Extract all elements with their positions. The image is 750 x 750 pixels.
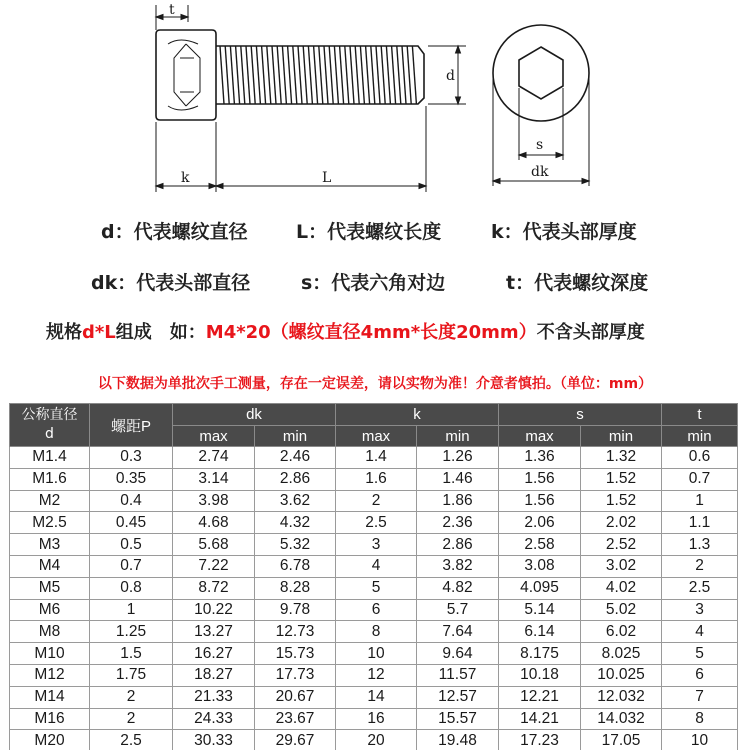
table-cell: 1.4 <box>336 447 417 469</box>
table-cell: M1.4 <box>10 447 90 469</box>
table-cell: 1.5 <box>90 643 173 665</box>
table-cell: M10 <box>10 643 90 665</box>
thread-line <box>319 46 323 104</box>
thread-line <box>345 46 349 104</box>
table-cell: M6 <box>10 599 90 621</box>
table-cell: 16 <box>336 708 417 730</box>
table-cell: 2.46 <box>255 447 336 469</box>
table-cell: 10.22 <box>173 599 255 621</box>
legend-d: d：代表螺纹直径 <box>101 221 248 243</box>
thread-line <box>288 46 292 104</box>
table-cell: 0.7 <box>90 555 173 577</box>
table-cell: 5 <box>336 577 417 599</box>
table-cell: 3.08 <box>499 555 581 577</box>
table-cell: 6.02 <box>581 621 662 643</box>
hex-socket <box>519 47 563 99</box>
table-cell: 7.64 <box>417 621 499 643</box>
table-cell: 10 <box>662 730 738 750</box>
spec-line <box>46 318 645 348</box>
table-cell: 6.14 <box>499 621 581 643</box>
thread-line <box>220 46 224 104</box>
table-cell: 30.33 <box>173 730 255 750</box>
table-cell: 2.5 <box>336 512 417 534</box>
table-cell: 12.57 <box>417 686 499 708</box>
thread-line <box>366 46 370 104</box>
table-cell: 11.57 <box>417 664 499 686</box>
table-cell: 1.52 <box>581 490 662 512</box>
table-cell: 3.62 <box>255 490 336 512</box>
table-cell: M4 <box>10 555 90 577</box>
dim-label-k: k <box>181 170 190 186</box>
table-row <box>10 555 738 577</box>
table-cell: 4.02 <box>581 577 662 599</box>
thread-line <box>371 46 375 104</box>
table-cell: 0.8 <box>90 577 173 599</box>
table-body <box>10 447 738 750</box>
table-cell: 3.98 <box>173 490 255 512</box>
thread-line <box>230 46 234 104</box>
header-t-min: min <box>662 426 738 447</box>
table-cell: 2 <box>90 686 173 708</box>
table-cell: 8.28 <box>255 577 336 599</box>
dim-label-L: L <box>322 170 332 186</box>
header-dk-max: max <box>173 426 255 447</box>
table-cell: 2.74 <box>173 447 255 469</box>
table-cell: 0.5 <box>90 534 173 556</box>
table-row <box>10 643 738 665</box>
table-cell: 5 <box>662 643 738 665</box>
table-cell: M8 <box>10 621 90 643</box>
table-cell: 10.025 <box>581 664 662 686</box>
header-size-line2: d <box>45 426 54 442</box>
table-row <box>10 664 738 686</box>
dim-label-d: d <box>446 68 455 84</box>
table-cell: 24.33 <box>173 708 255 730</box>
header-pitch: 螺距P <box>90 404 173 447</box>
screw-technical-drawing <box>0 0 750 205</box>
dim-label-s: s <box>536 137 544 153</box>
header-t: t <box>662 404 738 426</box>
table-cell: M14 <box>10 686 90 708</box>
table-row <box>10 599 738 621</box>
thread-line <box>246 46 250 104</box>
table-cell: 7.22 <box>173 555 255 577</box>
table-cell: 13.27 <box>173 621 255 643</box>
table-cell: 1 <box>90 599 173 621</box>
legend-k: k：代表头部厚度 <box>491 221 637 243</box>
table-cell: 5.7 <box>417 599 499 621</box>
thread-line <box>334 46 338 104</box>
table-cell: 1.26 <box>417 447 499 469</box>
table-cell: M16 <box>10 708 90 730</box>
table-cell: 18.27 <box>173 664 255 686</box>
legend-t: t：代表螺纹深度 <box>506 272 649 294</box>
table-cell: 1.56 <box>499 490 581 512</box>
table-cell: 2.52 <box>581 534 662 556</box>
table-row <box>10 730 738 750</box>
table-cell: 9.64 <box>417 643 499 665</box>
table-cell: 2.5 <box>662 577 738 599</box>
legend-row-2 <box>0 268 750 308</box>
table-cell: M20 <box>10 730 90 750</box>
header-k-min: min <box>417 426 499 447</box>
thread-line <box>251 46 255 104</box>
table-cell: 3.14 <box>173 468 255 490</box>
thread-line <box>412 46 416 104</box>
table-row <box>10 708 738 730</box>
table-cell: 23.67 <box>255 708 336 730</box>
legend-dk: dk：代表头部直径 <box>91 272 251 294</box>
thread-line <box>376 46 380 104</box>
table-cell: 4 <box>336 555 417 577</box>
table-cell: 3 <box>662 599 738 621</box>
table-cell: 2.86 <box>417 534 499 556</box>
table-row <box>10 468 738 490</box>
table-cell: 5.14 <box>499 599 581 621</box>
dim-label-t: t <box>169 2 175 18</box>
spec-formula: d*L <box>82 322 116 343</box>
table-cell: 1.6 <box>336 468 417 490</box>
table-cell: 4.32 <box>255 512 336 534</box>
thread-line <box>350 46 354 104</box>
table-cell: 29.67 <box>255 730 336 750</box>
thread-line <box>236 46 240 104</box>
table-cell: 5.32 <box>255 534 336 556</box>
table-cell: 12.032 <box>581 686 662 708</box>
thread-line <box>386 46 390 104</box>
thread-line <box>392 46 396 104</box>
thread-line <box>324 46 328 104</box>
table-cell: 2 <box>90 708 173 730</box>
thread-line <box>303 46 307 104</box>
table-cell: 1.56 <box>499 468 581 490</box>
table-cell: 3.82 <box>417 555 499 577</box>
head-end-view-circle <box>493 25 589 121</box>
table-row <box>10 534 738 556</box>
screw-head-outline <box>156 30 216 120</box>
thread-line <box>397 46 401 104</box>
table-cell: 4.82 <box>417 577 499 599</box>
thread-line <box>241 46 245 104</box>
thread-line <box>381 46 385 104</box>
table-cell: 3.02 <box>581 555 662 577</box>
header-s: s <box>499 404 662 426</box>
table-cell: 0.35 <box>90 468 173 490</box>
table-cell: 16.27 <box>173 643 255 665</box>
thread-line <box>314 46 318 104</box>
table-cell: 2.5 <box>90 730 173 750</box>
thread-line <box>355 46 359 104</box>
table-row <box>10 512 738 534</box>
table-cell: 3 <box>336 534 417 556</box>
table-cell: 1.32 <box>581 447 662 469</box>
legend-row-1 <box>0 217 750 257</box>
thread-line <box>256 46 260 104</box>
screw-threads <box>220 46 416 104</box>
table-cell: 5.68 <box>173 534 255 556</box>
table-cell: 7 <box>662 686 738 708</box>
header-s-max: max <box>499 426 581 447</box>
legend-L: L：代表螺纹长度 <box>296 221 442 243</box>
table-cell: 14.21 <box>499 708 581 730</box>
table-cell: 1.36 <box>499 447 581 469</box>
table-cell: 8.025 <box>581 643 662 665</box>
table-cell: 6.78 <box>255 555 336 577</box>
table-cell: 2 <box>662 555 738 577</box>
thread-line <box>267 46 271 104</box>
spec-middle: 组成 如： <box>115 322 206 343</box>
table-cell: 15.57 <box>417 708 499 730</box>
table-cell: 10 <box>336 643 417 665</box>
table-cell: M1.6 <box>10 468 90 490</box>
table-cell: 14 <box>336 686 417 708</box>
table-cell: M3 <box>10 534 90 556</box>
table-row <box>10 621 738 643</box>
header-nominal-diameter <box>10 404 90 447</box>
thread-line <box>293 46 297 104</box>
table-cell: 8.72 <box>173 577 255 599</box>
thread-line <box>407 46 411 104</box>
table-cell: 8 <box>336 621 417 643</box>
table-cell: 1.1 <box>662 512 738 534</box>
table-cell: M2.5 <box>10 512 90 534</box>
table-cell: 12.21 <box>499 686 581 708</box>
thread-line <box>329 46 333 104</box>
measurement-notice: 以下数据为单批次手工测量，存在一定误差，请以实物为准！介意者慎拍。（单位：mm） <box>97 376 653 392</box>
table-cell: 4.095 <box>499 577 581 599</box>
table-cell: 10.18 <box>499 664 581 686</box>
table-cell: 14.032 <box>581 708 662 730</box>
table-cell: M12 <box>10 664 90 686</box>
table-cell: M2 <box>10 490 90 512</box>
table-cell: 4.68 <box>173 512 255 534</box>
table-cell: 1 <box>662 490 738 512</box>
table-cell: 17.23 <box>499 730 581 750</box>
table-cell: 2.58 <box>499 534 581 556</box>
table-cell: 20.67 <box>255 686 336 708</box>
table-cell: 0.6 <box>662 447 738 469</box>
thread-line <box>340 46 344 104</box>
table-cell: 0.3 <box>90 447 173 469</box>
spec-prefix: 规格 <box>46 322 82 343</box>
table-cell: 0.4 <box>90 490 173 512</box>
table-cell: 2 <box>336 490 417 512</box>
dim-label-dk: dk <box>531 164 549 180</box>
thread-line <box>298 46 302 104</box>
thread-line <box>360 46 364 104</box>
header-s-min: min <box>581 426 662 447</box>
table-cell: 8.175 <box>499 643 581 665</box>
table-cell: 2.86 <box>255 468 336 490</box>
table-row <box>10 447 738 469</box>
table-cell: M5 <box>10 577 90 599</box>
table-cell: 0.7 <box>662 468 738 490</box>
table-cell: 0.45 <box>90 512 173 534</box>
table-row <box>10 577 738 599</box>
table-cell: 2.06 <box>499 512 581 534</box>
table-cell: 1.52 <box>581 468 662 490</box>
thread-line <box>272 46 276 104</box>
table-cell: 19.48 <box>417 730 499 750</box>
thread-line <box>262 46 266 104</box>
table-cell: 15.73 <box>255 643 336 665</box>
table-cell: 1.25 <box>90 621 173 643</box>
header-size-line1: 公称直径 <box>21 407 78 423</box>
table-cell: 1.46 <box>417 468 499 490</box>
header-k-max: max <box>336 426 417 447</box>
thread-line <box>277 46 281 104</box>
table-cell: 12 <box>336 664 417 686</box>
legend-s: s：代表六角对边 <box>301 272 446 294</box>
spec-suffix: 不含头部厚度 <box>536 322 645 343</box>
table-cell: 20 <box>336 730 417 750</box>
table-cell: 6 <box>336 599 417 621</box>
table-cell: 2.02 <box>581 512 662 534</box>
header-k: k <box>336 404 499 426</box>
table-row <box>10 490 738 512</box>
socket-hidden-lines <box>168 40 200 110</box>
thread-line <box>308 46 312 104</box>
table-cell: 17.05 <box>581 730 662 750</box>
table-cell: 5.02 <box>581 599 662 621</box>
table-cell: 1.75 <box>90 664 173 686</box>
header-dk-min: min <box>255 426 336 447</box>
thread-line <box>225 46 229 104</box>
table-cell: 17.73 <box>255 664 336 686</box>
table-cell: 1.86 <box>417 490 499 512</box>
dimension-table <box>9 403 738 750</box>
table-cell: 12.73 <box>255 621 336 643</box>
spec-example: M4*20（螺纹直径4mm*长度20mm） <box>205 322 537 343</box>
table-cell: 21.33 <box>173 686 255 708</box>
table-cell: 4 <box>662 621 738 643</box>
table-row <box>10 686 738 708</box>
table-cell: 9.78 <box>255 599 336 621</box>
thread-line <box>282 46 286 104</box>
table-cell: 8 <box>662 708 738 730</box>
table-cell: 6 <box>662 664 738 686</box>
thread-line <box>402 46 406 104</box>
header-dk: dk <box>173 404 336 426</box>
table-cell: 1.3 <box>662 534 738 556</box>
table-cell: 2.36 <box>417 512 499 534</box>
